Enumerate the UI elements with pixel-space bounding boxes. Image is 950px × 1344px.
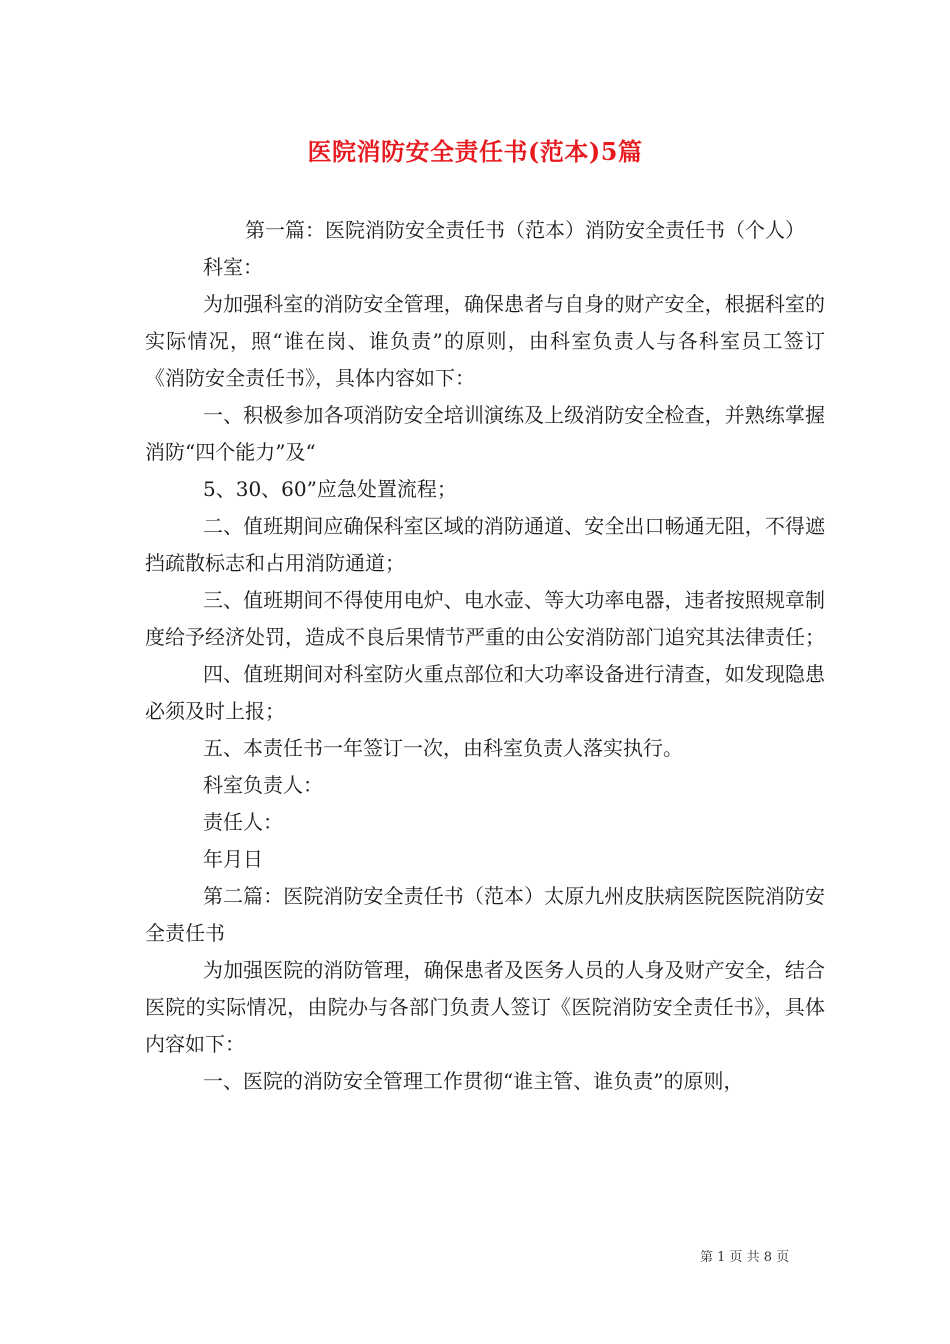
paragraph: 四、值班期间对科室防火重点部位和大功率设备进行清查，如发现隐患必须及时上报； [145, 662, 825, 723]
paragraph: 科室： [203, 255, 263, 279]
document-title: 医院消防安全责任书(范本)5篇 [307, 137, 643, 166]
paragraph: 三、值班期间不得使用电炉、电水壶、等大功率电器，违者按照规章制度给予经济处罚，造成不良后果情节严重的由公安消防部门追究其法律责任； [145, 588, 825, 649]
paragraph: 5、30、60”应急处置流程； [203, 477, 457, 501]
paragraph: 五、本责任书一年签订一次，由科室负责人落实执行。 [203, 736, 683, 760]
page-number [700, 1246, 789, 1265]
paragraph: 为加强科室的消防安全管理，确保患者与自身的财产安全，根据科室的实际情况，照“谁在岗、谁负责”的原则，由科室负责人与各科室员工签订《消防安全责任书》，具体内容如下： [145, 292, 825, 390]
paragraph: 责任人： [203, 810, 283, 834]
paragraph: 第一篇：医院消防安全责任书（范本）消防安全责任书（个人） [245, 218, 805, 242]
paragraph: 年月日 [203, 847, 263, 871]
document-body [145, 212, 825, 1100]
paragraph: 二、值班期间应确保科室区域的消防通道、安全出口畅通无阻，不得遮挡疏散标志和占用消防通道； [145, 514, 825, 575]
paragraph: 科室负责人： [203, 773, 323, 797]
paragraph: 为加强医院的消防管理，确保患者及医务人员的人身及财产安全，结合医院的实际情况，由院办与各部门负责人签订《医院消防安全责任书》，具体内容如下： [145, 958, 825, 1056]
page-number-label: 第 1 页 共 8 页 [700, 1250, 790, 1265]
paragraph: 第二篇：医院消防安全责任书（范本）太原九州皮肤病医院医院消防安全责任书 [145, 884, 825, 945]
paragraph: 一、医院的消防安全管理工作贯彻“谁主管、谁负责”的原则， [203, 1069, 744, 1093]
paragraph: 一、积极参加各项消防安全培训演练及上级消防安全检查，并熟练掌握消防“四个能力”及“ [145, 403, 825, 464]
